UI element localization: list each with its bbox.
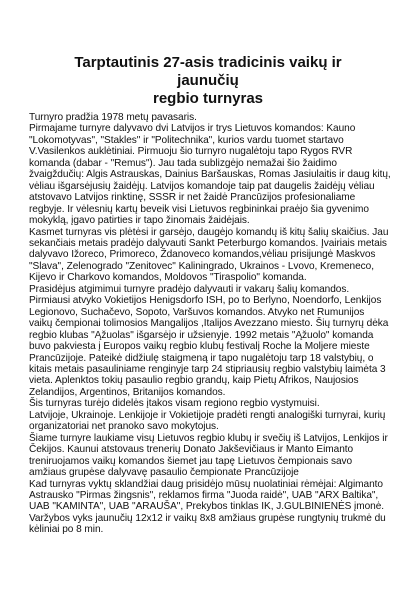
paragraph-line: mokyklą, įgavo patirties ir tapo žinomais žaidėjais. xyxy=(29,215,250,227)
paragraph-line: kėliniai po 8 min. xyxy=(29,524,104,536)
paragraph-line: UAB "KAMINTA", UAB "ARAUŠA", Prekybos tinklas IK, J.GULBINIENĖS įmonė. xyxy=(29,501,385,513)
paragraph-line: sekančiais metais pradėjo dalyvauti Sankt Peterburgo komandos. Įvairiais metais xyxy=(29,237,387,249)
paragraph-line: "Slava", Zelenogrado "Zenitovec" Kaliningrado, Ukrainos - Lvovo, Kremeneco, xyxy=(29,260,374,272)
paragraph-line: V.Vasilenkos auklėtiniai. Pirmuoju šio turnyro nugalėtoju tapo Rygos RVR xyxy=(29,146,353,158)
paragraph-line: Šis turnyras turėjo didelės įtakos visam regiono regbio vystymuisi. xyxy=(29,398,320,410)
title-line: Tarptautinis 27-asis tradicinis vaikų ir jaunučių xyxy=(74,54,342,89)
paragraph-line: "Lokomotyvas", "Stakles" ir "Politechnika", kurios vardu tuomet startavo xyxy=(29,134,344,146)
paragraph-line: Čekijos. Kaunui atstovaus trenerių Donato Jakševičiaus ir Manto Eimanto xyxy=(29,444,354,456)
paragraph-line: vieta. Aplenktos tokių pasaulio regbio grandų, kaip Pietų Afrikos, Naujosios xyxy=(29,375,359,387)
paragraph-line: dalyvavo Ižoreco, Primoreco, Ždanoveco komandos,vėliau prisijungė Maskvos xyxy=(29,249,376,261)
paragraph-line: Kad turnyras vyktų sklandžiai daug prisidėjo mūsų nuolatiniai rėmėjai: Algimanto xyxy=(29,478,383,490)
paragraph-line: Varžybos vyks jaunučių 12x12 ir vaikų 8x8 amžiaus grupėse rungtynių trukmė du xyxy=(29,512,386,524)
paragraph-line: komanda (dabar - "Remus"). Jau tada sublizgėjo nemažai šio žaidimo xyxy=(29,157,337,169)
paragraph-line: buvo pakviesta į Europos vaikų regbio klubų festivalį Roche la Moljere mieste xyxy=(29,341,370,353)
title-line: regbio turnyras xyxy=(152,90,264,107)
paragraph-line: Zelandijos, Argentinos, Britanijos komandos. xyxy=(29,386,226,398)
paragraph-line: Turnyro pradžia 1978 metų pavasaris. xyxy=(29,112,197,123)
document-body xyxy=(29,112,399,536)
paragraph-line: Legionovo, Suchačevo, Sopoto, Varšuvos komandos. Atvyko net Rumunijos xyxy=(29,306,365,318)
paragraph-line: Pirmiausi atvyko Vokietijos Henigsdorfo ISH, po to Berlyno, Noendorfo, Lenkijos xyxy=(29,295,382,307)
paragraph-line: Šiame turnyre laukiame visų Lietuvos regbio klubų ir svečių iš Latvijos, Lenkijos ir xyxy=(29,432,388,444)
paragraph-line: regbio klubas "Ąžuolas" išgarsėjo ir užsienyje. 1992 metais "Ąžuolo" komanda xyxy=(29,329,374,341)
paragraph-line: Latvijoje, Ukrainoje. Lenkijoje ir Vokietijoje pradėti rengti analogiški turnyrai, kurių xyxy=(29,409,386,421)
paragraph-line: Kijevo ir Charkovo komandos, Moldovos "Tiraspolio" komanda. xyxy=(29,272,307,284)
paragraph-line: Pirmajame turnyre dalyvavo dvi Latvijos ir trys Lietuvos komandos: Kauno xyxy=(29,123,356,135)
paragraph-line: Kasmet turnyras vis plėtėsi ir garsėjo, daugėjo komandų iš kitų šalių skaičius. Jau xyxy=(29,226,389,238)
paragraph-line: vėliau išgarsėjusių žaidėjų. Latvijos komandoje taip pat daugelis žaidėjų vėliau xyxy=(29,180,375,192)
paragraph-line: žvaigždučių: Algis Astrauskas, Dainius Baršauskas, Romas Jasiulaitis ir daug kitų, xyxy=(29,169,391,181)
paragraph-line: Astrausko "Pirmas žingsnis", reklamos firma "Juoda raidė", UAB "ARX Baltika", xyxy=(29,489,379,501)
paragraph-line: amžiaus grupėse dalyvavę pasaulio čempionate Prancūzijoje xyxy=(29,467,299,479)
paragraph-line: kitais metais pasauliniame renginyje tarp 24 stipriausių regbio valstybių laimėta 3 xyxy=(29,363,386,375)
paragraph-line: atstovavo Latvijos rinktinę, SSSR ir net žaidė Prancūzijos profesionaliame xyxy=(29,192,356,204)
paragraph-line: Prancūzijoje. Pateikė didžiulę staigmeną ir tapo nugalėtoju tarp 18 valstybių, o xyxy=(29,352,374,364)
document-title xyxy=(60,54,356,108)
paragraph-line: Prasidėjus atgimimui turnyre pradėjo dalyvauti ir vakarų šalių komandos. xyxy=(29,283,350,295)
paragraph-line: regbyje. Ir vėlesnių kartų beveik visi Lietuvos regbininkai praėjo šia gyvenimo xyxy=(29,203,369,215)
paragraph-line: treniruojamos vaikų komandos šiemet jau tapę Lietuvos čempionais savo xyxy=(29,455,353,467)
paragraph-line: vaikų čempionai tolimosios Mangalijos ,Italijos Avezzano miesto. Šių turnyrų dėka xyxy=(29,318,389,330)
paragraph-line: organizatoriai net pranoko savo mokytojus. xyxy=(29,421,219,433)
